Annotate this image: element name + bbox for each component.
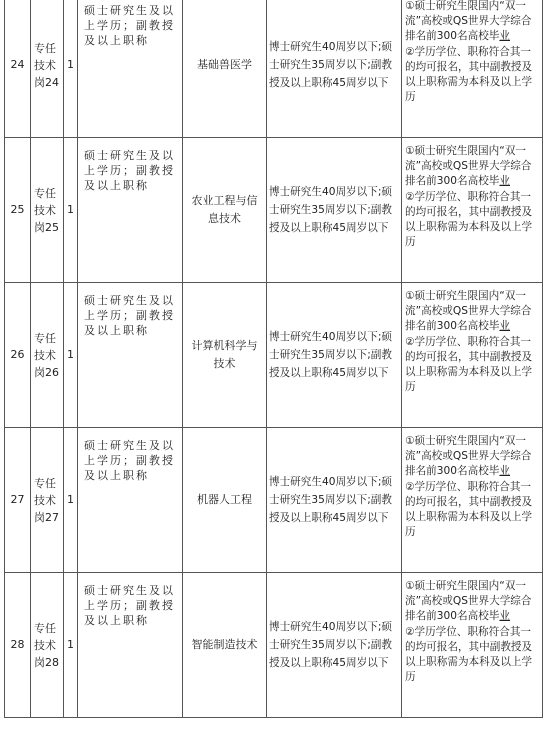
post-name: 专任技术岗25 — [31, 138, 64, 283]
requirement-1-tail: 业 — [499, 610, 510, 623]
requirement-1-tail: 业 — [499, 30, 510, 43]
other-requirements — [402, 0, 543, 138]
table-body — [5, 0, 543, 718]
table-row — [5, 428, 543, 573]
hire-count: 1 — [64, 428, 78, 573]
age-requirement: 博士研究生40周岁以下;硕士研究生35周岁以下;副教授及以上职称45周岁以下 — [267, 573, 402, 718]
post-name: 专任技术岗28 — [31, 573, 64, 718]
post-name: 专任技术岗24 — [31, 0, 64, 138]
row-number: 27 — [5, 428, 31, 573]
requirement-2: ②学历学位、职称符合其一的均可报名，其中副教授及以上职称需为本科及以上学历 — [405, 625, 533, 684]
row-number: 24 — [5, 0, 31, 138]
requirement-2: ②学历学位、职称符合其一的均可报名，其中副教授及以上职称需为本科及以上学历 — [405, 335, 533, 394]
requirement-1-tail: 业 — [499, 465, 510, 478]
education-requirement: 硕士研究生及以上学历；副教授及以上职称 — [78, 0, 183, 138]
age-requirement: 博士研究生40周岁以下;硕士研究生35周岁以下;副教授及以上职称45周岁以下 — [267, 0, 402, 138]
requirement-1: ①硕士研究生限国内“双一流”高校或QS世界大学综合排名前300名高校毕 — [405, 145, 532, 188]
major-requirement: 农业工程与信息技术 — [183, 138, 267, 283]
table-row — [5, 283, 543, 428]
age-requirement: 博士研究生40周岁以下;硕士研究生35周岁以下;副教授及以上职称45周岁以下 — [267, 283, 402, 428]
post-name: 专任技术岗26 — [31, 283, 64, 428]
table-row — [5, 138, 543, 283]
education-requirement: 硕士研究生及以上学历；副教授及以上职称 — [78, 138, 183, 283]
other-requirements — [402, 138, 543, 283]
requirement-1: ①硕士研究生限国内“双一流”高校或QS世界大学综合排名前300名高校毕 — [405, 435, 532, 478]
row-number: 26 — [5, 283, 31, 428]
requirement-1-tail: 业 — [499, 175, 510, 188]
requirement-2: ②学历学位、职称符合其一的均可报名，其中副教授及以上职称需为本科及以上学历 — [405, 45, 533, 104]
major-requirement: 智能制造技术 — [183, 573, 267, 718]
row-number: 25 — [5, 138, 31, 283]
age-requirement: 博士研究生40周岁以下;硕士研究生35周岁以下;副教授及以上职称45周岁以下 — [267, 428, 402, 573]
requirement-1: ①硕士研究生限国内“双一流”高校或QS世界大学综合排名前300名高校毕 — [405, 580, 532, 623]
hire-count: 1 — [64, 0, 78, 138]
other-requirements — [402, 428, 543, 573]
hire-count: 1 — [64, 138, 78, 283]
other-requirements — [402, 573, 543, 718]
major-requirement: 机器人工程 — [183, 428, 267, 573]
requirement-2: ②学历学位、职称符合其一的均可报名，其中副教授及以上职称需为本科及以上学历 — [405, 190, 533, 249]
education-requirement: 硕士研究生及以上学历；副教授及以上职称 — [78, 573, 183, 718]
requirement-1: ①硕士研究生限国内“双一流”高校或QS世界大学综合排名前300名高校毕 — [405, 290, 532, 333]
table-row — [5, 0, 543, 138]
row-number: 28 — [5, 573, 31, 718]
table-row — [5, 573, 543, 718]
requirement-1: ①硕士研究生限国内“双一流”高校或QS世界大学综合排名前300名高校毕 — [405, 0, 532, 43]
hire-count: 1 — [64, 573, 78, 718]
other-requirements — [402, 283, 543, 428]
requirement-1-tail: 业 — [499, 320, 510, 333]
post-name: 专任技术岗27 — [31, 428, 64, 573]
major-requirement: 计算机科学与技术 — [183, 283, 267, 428]
age-requirement: 博士研究生40周岁以下;硕士研究生35周岁以下;副教授及以上职称45周岁以下 — [267, 138, 402, 283]
recruitment-table — [4, 0, 543, 718]
major-requirement: 基础兽医学 — [183, 0, 267, 138]
education-requirement: 硕士研究生及以上学历；副教授及以上职称 — [78, 283, 183, 428]
hire-count: 1 — [64, 283, 78, 428]
education-requirement: 硕士研究生及以上学历；副教授及以上职称 — [78, 428, 183, 573]
requirement-2: ②学历学位、职称符合其一的均可报名，其中副教授及以上职称需为本科及以上学历 — [405, 480, 533, 539]
